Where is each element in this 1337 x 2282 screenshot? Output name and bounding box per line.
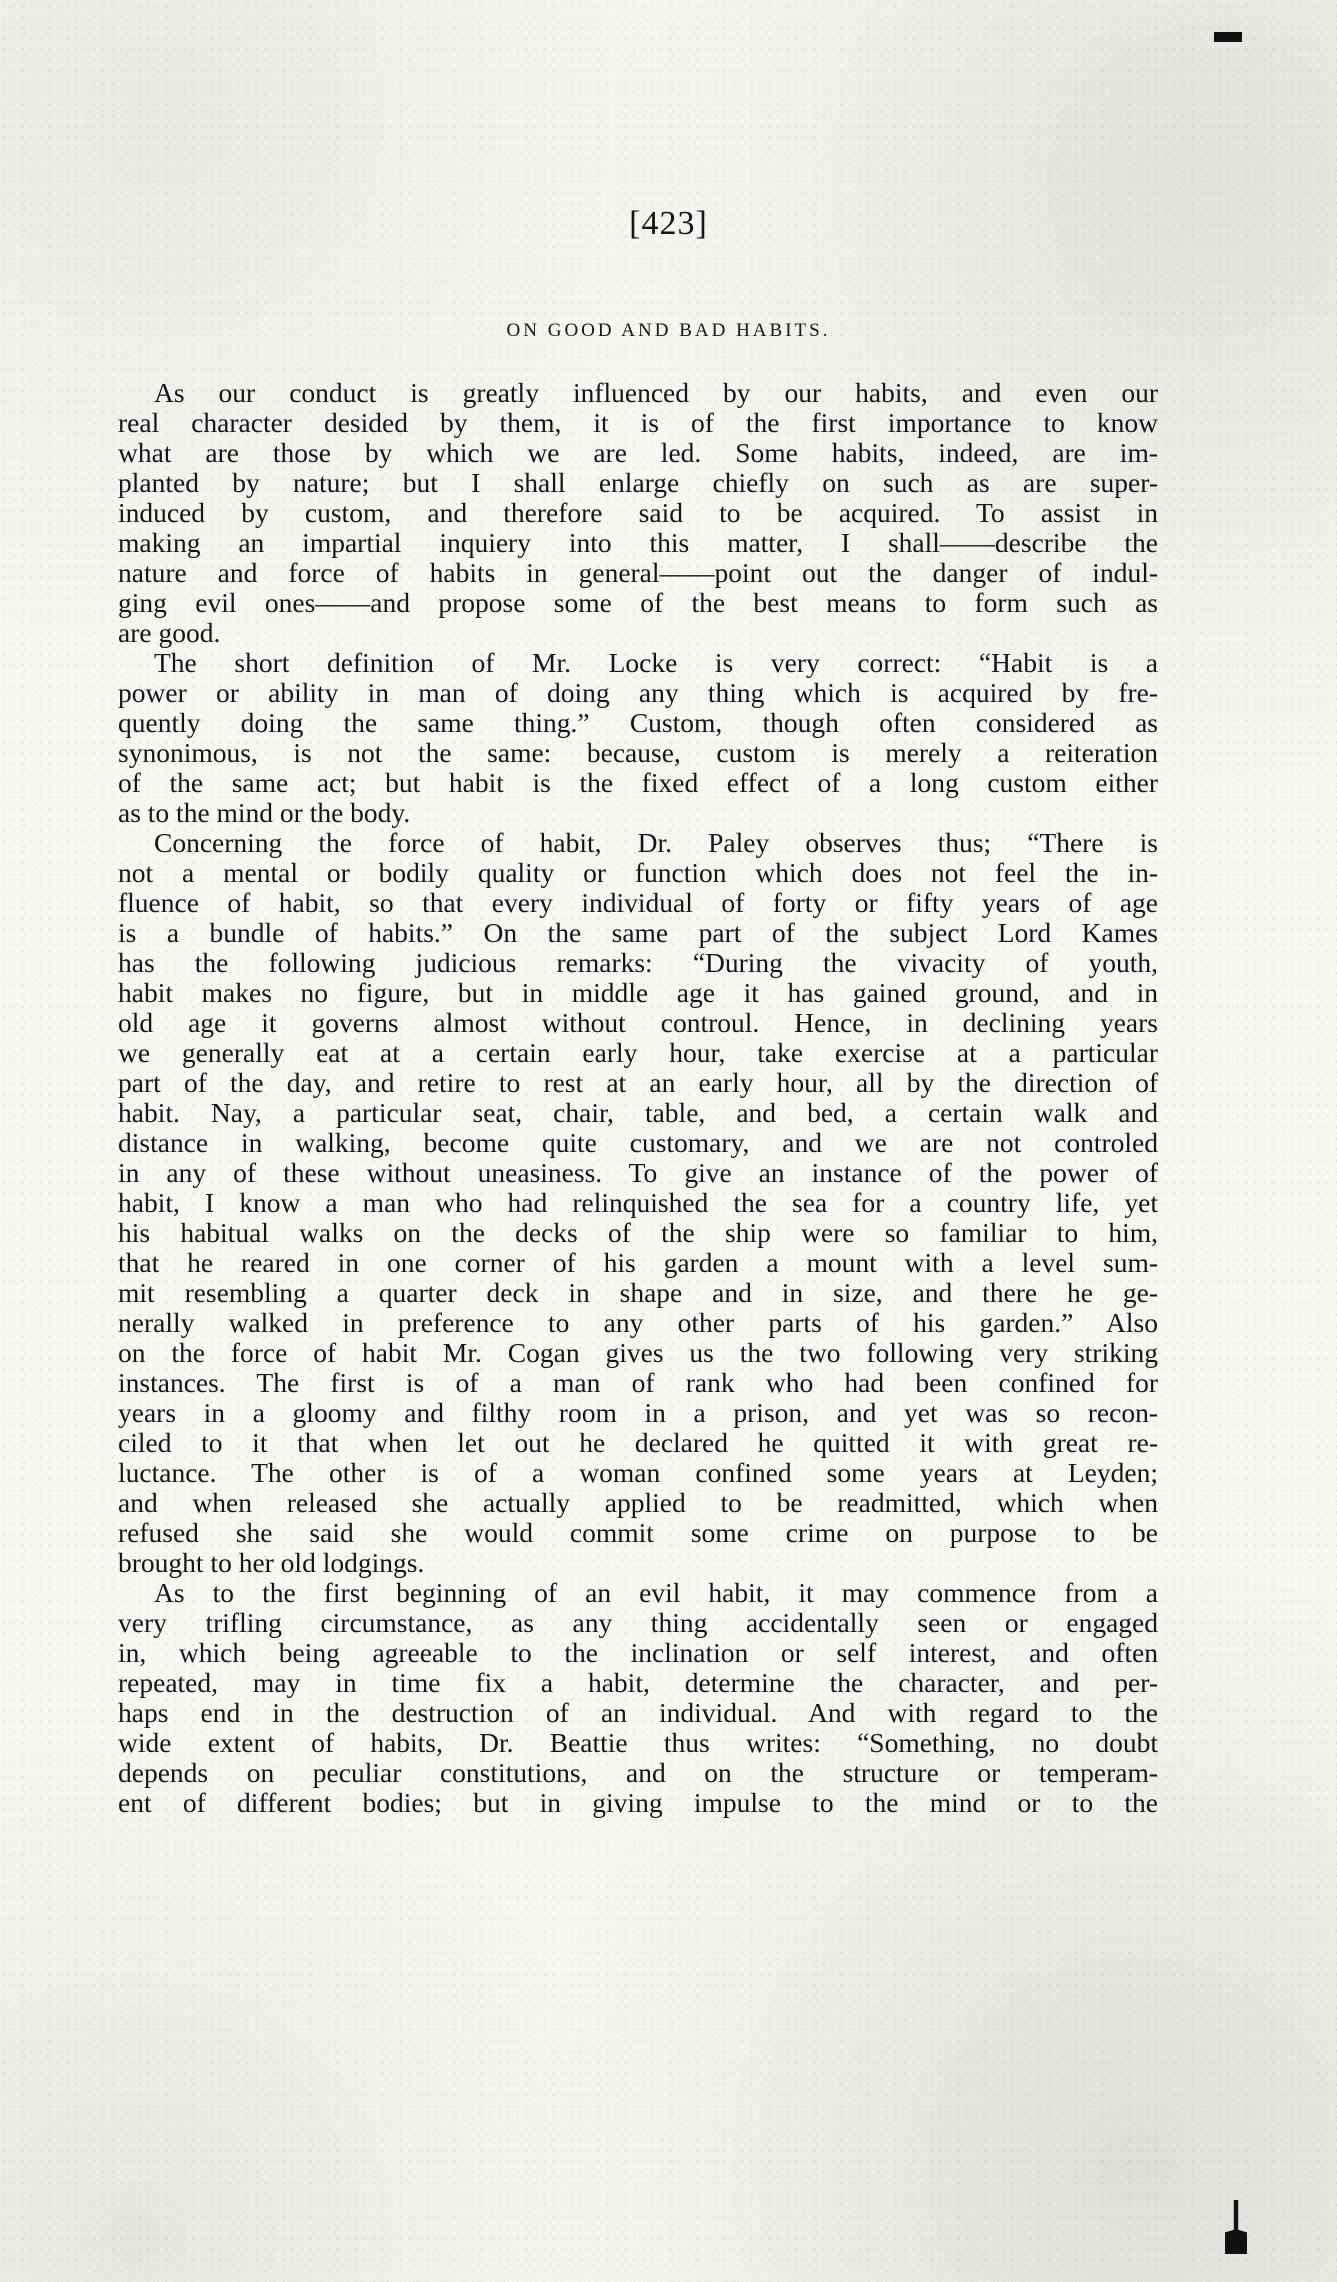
text-line: and when released she actually applied to be readmitted, which when (118, 1488, 1158, 1518)
text-line: The short definition of Mr. Locke is very correct: “Habit is a (154, 648, 1158, 678)
text-line: distance in walking, become quite customary, and we are not controled (118, 1128, 1158, 1158)
text-line: not a mental or bodily quality or function which does not feel the in- (118, 858, 1158, 888)
text-line: haps end in the destruction of an individual. And with regard to the (118, 1698, 1158, 1728)
text-line: Concerning the force of habit, Dr. Paley observes thus; “There is (154, 828, 1158, 858)
text-line: is a bundle of habits.” On the same part of the subject Lord Kames (118, 918, 1158, 948)
text-line: in, which being agreeable to the inclination or self interest, and often (118, 1638, 1158, 1668)
text-line: planted by nature; but I shall enlarge chiefly on such as are super- (118, 468, 1158, 498)
text-line: old age it governs almost without controul. Hence, in declining years (118, 1008, 1158, 1038)
text-line: induced by custom, and therefore said to be acquired. To assist in (118, 498, 1158, 528)
text-line: quently doing the same thing.” Custom, though often considered as (118, 708, 1158, 738)
text-line: habit makes no figure, but in middle age it has gained ground, and in (118, 978, 1158, 1008)
text-line: that he reared in one corner of his garden a mount with a level sum- (118, 1248, 1158, 1278)
text-line: years in a gloomy and filthy room in a prison, and yet was so recon- (118, 1398, 1158, 1428)
text-line: in any of these without uneasiness. To give an instance of the power of (118, 1158, 1158, 1188)
text-line: power or ability in man of doing any thing which is acquired by fre- (118, 678, 1158, 708)
text-line: As to the first beginning of an evil habit, it may commence from a (154, 1578, 1158, 1608)
text-line: we generally eat at a certain early hour, take exercise at a particular (118, 1038, 1158, 1068)
ink-mark-top (1214, 32, 1242, 42)
text-line: depends on peculiar constitutions, and on the structure or temperam- (118, 1758, 1158, 1788)
text-line: brought to her old lodgings. (118, 1548, 425, 1578)
text-line: synonimous, is not the same: because, custom is merely a reiteration (118, 738, 1158, 768)
text-line: wide extent of habits, Dr. Beattie thus writes: “Something, no doubt (118, 1728, 1158, 1758)
text-line: ging evil ones——and propose some of the best means to form such as (118, 588, 1158, 618)
text-line: on the force of habit Mr. Cogan gives us the two following very striking (118, 1338, 1158, 1368)
article-body (118, 378, 1158, 1818)
text-line: nerally walked in preference to any other parts of his garden.” Also (118, 1308, 1158, 1338)
text-line: instances. The first is of a man of rank who had been confined for (118, 1368, 1158, 1398)
text-line: his habitual walks on the decks of the ship were so familiar to him, (118, 1218, 1158, 1248)
text-line: as to the mind or the body. (118, 798, 411, 828)
text-line: real character desided by them, it is of the first importance to know (118, 408, 1158, 438)
text-line: what are those by which we are led. Some habits, indeed, are im- (118, 438, 1158, 468)
text-line: part of the day, and retire to rest at an early hour, all by the direction of (118, 1068, 1158, 1098)
text-line: has the following judicious remarks: “During the vivacity of youth, (118, 948, 1158, 978)
text-line: habit, I know a man who had relinquished the sea for a country life, yet (118, 1188, 1158, 1218)
text-line: repeated, may in time fix a habit, determine the character, and per- (118, 1668, 1158, 1698)
page-number: [423] (629, 205, 708, 242)
text-line: refused she said she would commit some crime on purpose to be (118, 1518, 1158, 1548)
text-line: ciled to it that when let out he declared he quitted it with great re- (118, 1428, 1158, 1458)
text-line: are good. (118, 618, 221, 648)
article-title: ON GOOD AND BAD HABITS. (506, 320, 831, 341)
text-line: ent of different bodies; but in giving impulse to the mind or to the (118, 1788, 1158, 1818)
text-line: fluence of habit, so that every individual of forty or fifty years of age (118, 888, 1158, 918)
text-line: habit. Nay, a particular seat, chair, table, and bed, a certain walk and (118, 1098, 1158, 1128)
text-line: very trifling circumstance, as any thing accidentally seen or engaged (118, 1608, 1158, 1638)
text-line: making an impartial inquiery into this matter, I shall——describe the (118, 528, 1158, 558)
text-line: mit resembling a quarter deck in shape and in size, and there he ge- (118, 1278, 1158, 1308)
text-line: As our conduct is greatly influenced by our habits, and even our (154, 378, 1158, 408)
text-line: nature and force of habits in general——point out the danger of indul- (118, 558, 1158, 588)
text-line: luctance. The other is of a woman confined some years at Leyden; (118, 1458, 1158, 1488)
text-line: of the same act; but habit is the fixed effect of a long custom either (118, 768, 1158, 798)
